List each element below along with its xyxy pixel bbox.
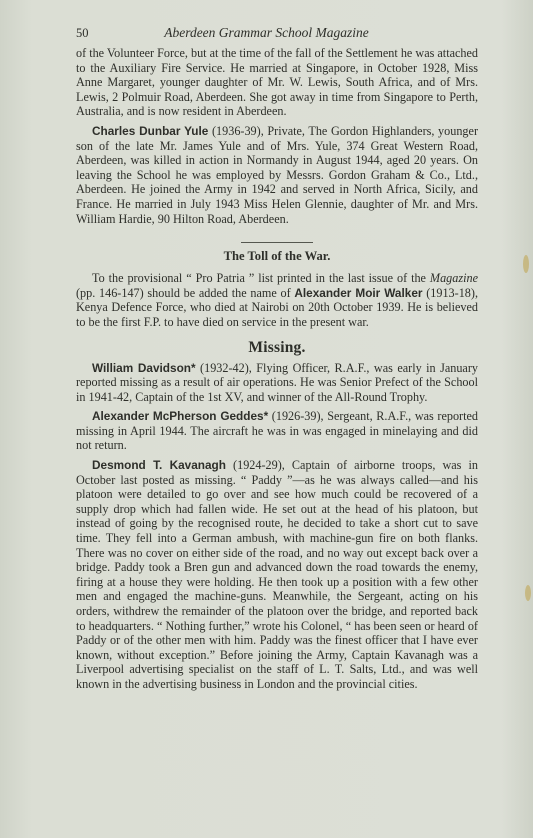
toll-paragraph (76, 271, 478, 329)
missing-entry-geddes (76, 409, 478, 453)
missing-entry-davidson (76, 361, 478, 405)
entry-text: (1924-29), Captain of airborne troops, was in October last posted as missing. “ Paddy ”—as he was always called—and his platoon were detailed to go over and see how much could be recovered of a supply drop which had fallen wide. He set out at the head of his platoon, but instead of going by the recognised route, he decided to take a short cut to save time. They fell into a German ambush, with machine-gun fire on both flanks. There was no cover on either side of the road, and no way out except back over a bridge. Paddy took a Bren gun and advanced down the road towards the enemy, firing at a house they were holding. He then took up a position with a few other men and engaged the machine-guns. Meanwhile, the Sergeant, acting on his orders, withdrew the remainder of the platoon over the bridge, and reported back to headquarters. “ Nothing further,” wrote his Colonel, “ has been seen or heard of Paddy or of the other men with him. Paddy was the finest officer that I have ever known, without exception.” Before joining the Army, Captain Kavanagh was a Liverpool advertising specialist on the staff of L. T. Salts, Ltd., and was well known in the advertising business in London and the provincial cities. (76, 458, 478, 691)
entry-text: (1926-39), Sergeant, R.A.F., was reported missing in April 1944. The aircraft he was in was engaged in minelaying and did not return. (76, 409, 478, 453)
paper-stain (525, 585, 531, 601)
toll-text-2: (pp. 146-147) should be added the name of (76, 285, 295, 300)
person-name: Alexander McPherson Geddes* (92, 409, 269, 424)
person-name: Alexander Moir Walker (294, 285, 423, 300)
obituary-text: (1936-39), Private, The Gordon Highlanders, younger son of the late Mr. James Yule and of Mrs. Yule, 374 Great Western Road, Aberdeen, was killed in action in Normandy in August 1944, aged 20 years. On leaving the School he was employed by Messrs. Gordon Graham & Co., Ltd., Aberdeen. He joined the Army in 1942 and served in North Africa, Sicily, and France. He married in July 1943 Miss Helen Glennie, daughter of Mr. and Mrs. William Hardie, 90 Hilton Road, Aberdeen. (76, 123, 478, 226)
section-heading-missing: Missing. (248, 338, 306, 356)
page-header (0, 26, 533, 44)
continuation-paragraph: of the Volunteer Force, but at the time of the fall of the Settlement he was attached to the Auxiliary Fire Service. He married at Singapore, in October 1928, Miss Anne Margaret, younger daughter of Mr. W. Lewis, South Africa, and of Mrs. Lewis, 2 Polmuir Road, Aberdeen. She got away in time from Singapore to Perth, Australia, and is now resident in Aberdeen. (76, 46, 478, 119)
toll-text-3: (1913-18), Kenya Defence Force, who died at Nairobi on 20th October 1939. He is believed to be the first F.P. to have died on service in the present war. (76, 285, 478, 329)
paper-stain (523, 255, 529, 273)
person-name: Desmond T. Kavanagh (92, 458, 226, 473)
toll-text-1: To the provisional “ Pro Patria ” list printed in the last issue of the (92, 271, 430, 286)
page-number: 50 (76, 26, 89, 40)
missing-entry-kavanagh (76, 458, 478, 692)
page-content (76, 46, 478, 692)
person-name: William Davidson* (92, 360, 196, 375)
person-name: Charles Dunbar Yule (92, 123, 209, 138)
magazine-title: Magazine (429, 271, 478, 286)
section-divider (241, 242, 313, 243)
running-title: Aberdeen Grammar School Magazine (164, 25, 369, 40)
obituary-yule (76, 124, 478, 226)
section-heading-toll: The Toll of the War. (223, 249, 331, 264)
entry-text: (1932-42), Flying Officer, R.A.F., was early in January reported missing as a result of air operations. He was Senior Prefect of the School in 1941-42, Captain of the 1st XV, and winner of the All-Round Trophy. (76, 360, 478, 404)
